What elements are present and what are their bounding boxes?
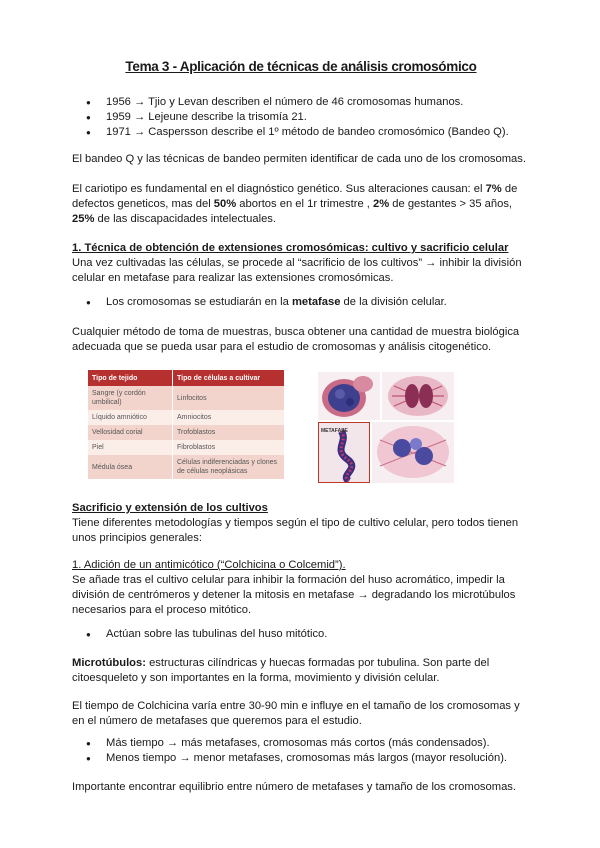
page-title: Tema 3 - Aplicación de técnicas de análisis cromosómico	[125, 59, 477, 74]
section-1-text: Una vez cultivadas las células, se procede al “sacrificio de los cultivos” → inhibir la división celular en metafase para realizar las extensiones cromosómicas.	[72, 257, 522, 284]
tissue-table	[88, 370, 284, 479]
mitosis-micrographs	[318, 372, 454, 483]
table-header: Tipo de tejido	[88, 370, 173, 386]
table-cell: Médula ósea	[88, 455, 173, 479]
table-header-row	[88, 370, 284, 386]
table-cell: Vellosidad corial	[88, 425, 173, 440]
list-item: ● Actúan sobre las tubulinas del huso mitótico.	[72, 627, 530, 642]
table-row	[88, 425, 284, 440]
table-row	[88, 440, 284, 455]
table-cell: Piel	[88, 440, 173, 455]
paragraph-microtubulos: Microtúbulos: estructuras cilíndricas y huecas formadas por tubulina. Son parte del citoesqueleto y son importantes en la forma, movimiento y división celular.	[72, 657, 490, 684]
section-1	[72, 241, 530, 286]
step-1	[72, 558, 530, 618]
step-1-text: Se añade tras el cultivo celular para inhibir la formación del huso acromático, impedir la división de centrómeros y detener la mitosis en metafase → degradando los microtúbulos necesarios para el proceso mitótico.	[72, 574, 516, 616]
paragraph-colchicina: El tiempo de Colchicina varía entre 30-90 min e influye en el tamaño de los cromosomas y en el número de metafases que queremos para el estudio.	[72, 700, 520, 727]
table-row	[88, 455, 284, 479]
section-1-heading: 1. Técnica de obtención de extensiones cromosómicas: cultivo y sacrificio celular	[72, 242, 509, 254]
section-2-heading: Sacrificio y extensión de los cultivos	[72, 502, 268, 514]
list-item: ● 1959 → Lejeune describe la trisomía 21.	[72, 110, 530, 125]
list-item: ● 1956 → Tjio y Levan describen el número de 46 cromosomas humanos.	[72, 95, 530, 110]
micrograph-anaphase	[382, 372, 454, 420]
micrograph-label: METAFASE	[321, 428, 348, 434]
list-item: ● Los cromosomas se estudiarán en la metafase de la división celular.	[72, 295, 530, 310]
history-list	[72, 95, 530, 140]
list-item: ● Menos tiempo → menor metafases, cromosomas más largos (mayor resolución).	[72, 751, 530, 766]
table-cell: Amniocitos	[173, 410, 285, 425]
micrograph-prophase	[318, 372, 380, 420]
paragraph-metodo: Cualquier método de toma de muestras, busca obtener una cantidad de muestra biológica adecuada que se pueda usar para el estudio de cromosomas y análisis citogenético.	[72, 326, 520, 353]
table-cell: Fibroblastos	[173, 440, 285, 455]
table-cell: Linfocitos	[173, 386, 285, 410]
table-header: Tipo de células a cultivar	[173, 370, 285, 386]
colchicina-list	[72, 736, 530, 766]
section-2	[72, 501, 530, 546]
table-cell: Células indiferenciadas y clones de células neoplásicas	[173, 455, 285, 479]
micrograph-telophase	[372, 422, 454, 483]
list-item: ● Más tiempo → más metafases, cromosomas más cortos (más condensados).	[72, 736, 530, 751]
table-cell: Líquido amniótico	[88, 410, 173, 425]
section-2-text: Tiene diferentes metodologías y tiempos según el tipo de cultivo celular, pero todos tienen unos principios generales:	[72, 517, 519, 544]
table-cell: Sangre (y cordón umbilical)	[88, 386, 173, 410]
micrograph-metaphase	[318, 422, 370, 483]
paragraph-bandeo: El bandeo Q y las técnicas de bandeo permiten identificar de cada uno de los cromosomas.	[72, 153, 526, 165]
list-item: ● 1971 → Caspersson describe el 1º método de bandeo cromosómico (Bandeo Q).	[72, 125, 530, 140]
paragraph-cariotipo: El cariotipo es fundamental en el diagnóstico genético. Sus alteraciones causan: el 7% de defectos geneticos, mas del 50% abortos en el 1r trimestre , 2% de gestantes > 35 años, 25% de las discapacidades intelectuales.	[72, 183, 518, 225]
table-cell: Trofoblastos	[173, 425, 285, 440]
table-row	[88, 386, 284, 410]
step-1-list	[72, 627, 530, 642]
section-1-list	[72, 295, 530, 310]
paragraph-final: Importante encontrar equilibrio entre número de metafases y tamaño de los cromosomas.	[72, 781, 516, 793]
step-1-heading: 1. Adición de un antimicótico (“Colchicina o Colcemid”).	[72, 559, 346, 571]
table-row	[88, 410, 284, 425]
